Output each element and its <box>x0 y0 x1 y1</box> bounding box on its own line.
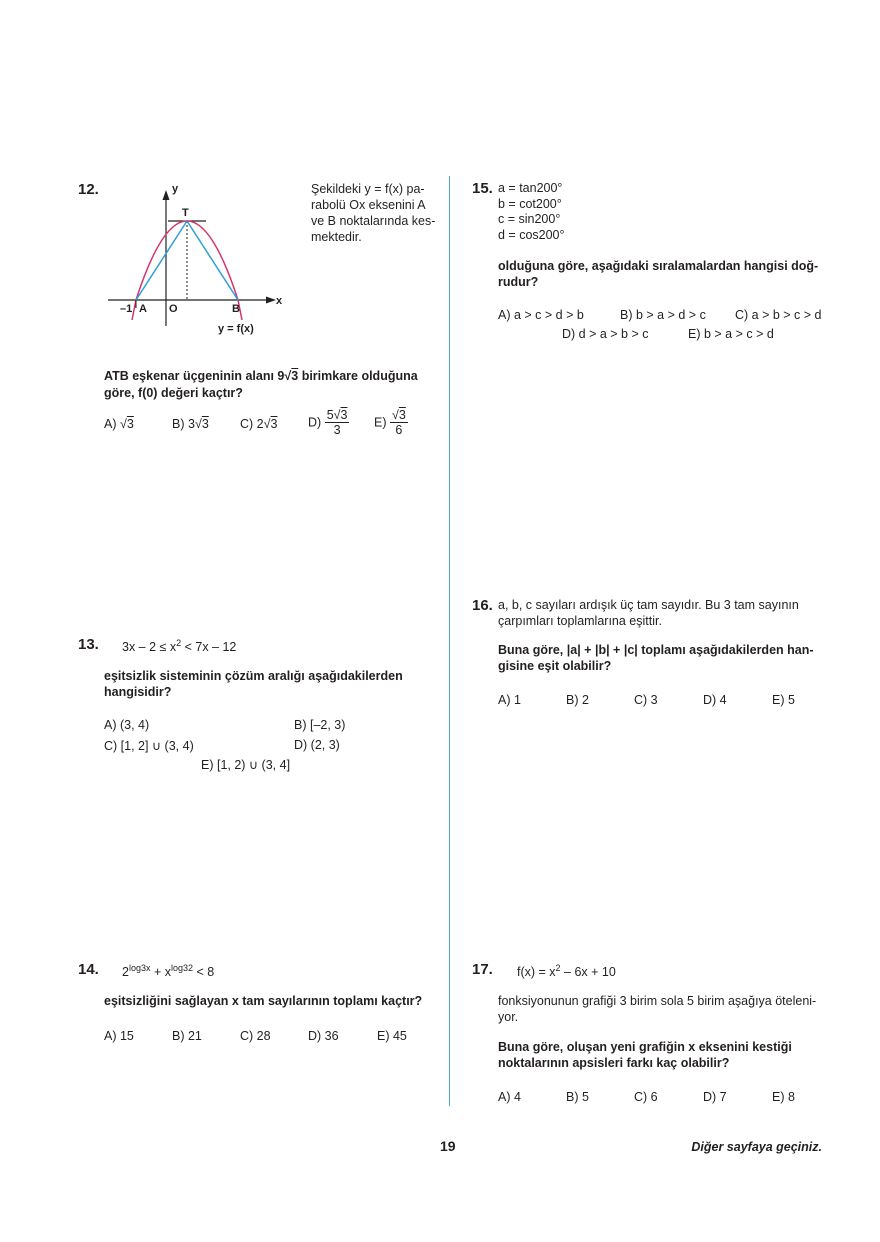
question-15-prompt-line2: rudur? <box>498 275 539 289</box>
origin-label: O <box>169 303 178 315</box>
option-14-D[interactable]: D) 36 <box>308 1029 339 1043</box>
question-17-text-line1: fonksiyonunun grafiği 3 birim sola 5 birim aşağıya öteleni- <box>498 994 817 1008</box>
option-14-C[interactable]: C) 28 <box>240 1029 271 1043</box>
question-17-prompt-line1: Buna göre, oluşan yeni grafiğin x eksenini kestiği <box>498 1040 792 1054</box>
option-12-C[interactable]: C) 2√3 <box>240 417 278 431</box>
point-B-label: B <box>232 303 240 315</box>
option-12-E[interactable]: E) $\frac{√3}{6}$ <box>374 408 406 437</box>
option-17-E[interactable]: E) 8 <box>772 1090 795 1104</box>
option-15-D[interactable]: D) d > a > b > c <box>562 327 649 341</box>
definition-line: b = cot200° <box>498 196 562 211</box>
question-14-prompt: eşitsizliğini sağlayan x tam sayılarının toplamı kaçtır? <box>104 994 423 1008</box>
question-13-number: 13. <box>78 636 99 653</box>
option-13-B[interactable]: B) [–2, 3) <box>294 718 346 732</box>
point-T-label: T <box>182 207 189 219</box>
y-axis-label: y <box>172 183 179 195</box>
question-13-prompt-line2: hangisidir? <box>104 685 172 699</box>
option-16-A[interactable]: A) 1 <box>498 693 521 707</box>
question-13-inequality: $3x - 2 \le x^2 < 7x - 12$ <box>122 638 237 655</box>
option-13-C[interactable]: C) [1, 2] ∪ (3, 4) <box>104 739 194 753</box>
option-17-B[interactable]: B) 5 <box>566 1090 589 1104</box>
question-15-prompt-line1: olduğuna göre, aşağıdaki sıralamalardan hangisi doğ- <box>498 259 819 273</box>
question-17-function: $f(x) = x^2 - 6x + 10$ <box>517 963 616 980</box>
option-15-A[interactable]: A) a > c > d > b <box>498 308 584 322</box>
question-16-prompt-line1: Buna göre, |a| + |b| + |c| toplamı aşağıdakilerden han- <box>498 643 814 657</box>
parabola-left-tail <box>132 300 136 320</box>
option-16-C[interactable]: C) 3 <box>634 693 658 707</box>
option-13-A[interactable]: A) (3, 4) <box>104 718 150 732</box>
y-axis-arrow <box>163 190 170 200</box>
option-15-C[interactable]: C) a > b > c > d <box>735 308 822 322</box>
question-17-prompt-line2: noktalarının apsisleri farkı kaç olabilir? <box>498 1056 730 1070</box>
question-12-prompt-line1: ATB eşkenar üçgeninin alanı 9√3 birimkare olduğuna <box>104 369 418 383</box>
question-12-graph <box>100 178 300 338</box>
option-16-D[interactable]: D) 4 <box>703 693 727 707</box>
question-15-definitions <box>498 181 565 243</box>
next-page-note: Diğer sayfaya geçiniz. <box>691 1140 822 1154</box>
x-axis-arrow <box>266 297 276 304</box>
question-17-text-line2: yor. <box>498 1010 519 1024</box>
option-16-E[interactable]: E) 5 <box>772 693 795 707</box>
description-line: rabolü Ox eksenini A <box>311 198 426 212</box>
question-16-number: 16. <box>472 597 493 614</box>
question-16-prompt-line2: gisine eşit olabilir? <box>498 659 612 673</box>
parabola-curve <box>136 221 242 320</box>
column-divider <box>449 176 450 1106</box>
question-14-expression: $2^{log3x} + x^{log32} < 8$ <box>122 963 215 980</box>
description-line: mektedir. <box>311 230 362 244</box>
question-12-number: 12. <box>78 181 99 198</box>
point-A-label: A <box>139 303 147 315</box>
option-17-A[interactable]: A) 4 <box>498 1090 521 1104</box>
question-16-text-line2: çarpımları toplamlarına eşittir. <box>498 614 662 628</box>
question-12-description <box>311 181 451 245</box>
question-13-prompt-line1: eşitsizlik sisteminin çözüm aralığı aşağıdakilerden <box>104 669 403 683</box>
question-15-number: 15. <box>472 180 493 197</box>
option-16-B[interactable]: B) 2 <box>566 693 589 707</box>
option-12-A[interactable]: A) √3 <box>104 417 134 431</box>
option-17-D[interactable]: D) 7 <box>703 1090 727 1104</box>
option-13-E[interactable]: E) [1, 2) ∪ (3, 4] <box>201 758 291 772</box>
definition-line: d = cos200° <box>498 227 565 242</box>
option-12-B[interactable]: B) 3√3 <box>172 417 209 431</box>
page-number: 19 <box>440 1138 456 1154</box>
question-17-number: 17. <box>472 961 493 978</box>
option-13-D[interactable]: D) (2, 3) <box>294 738 340 752</box>
option-17-C[interactable]: C) 6 <box>634 1090 658 1104</box>
definition-line: c = sin200° <box>498 212 561 226</box>
question-12-prompt-line2: göre, f(0) değeri kaçtır? <box>104 386 243 400</box>
triangle-side-AT <box>136 221 187 300</box>
option-14-B[interactable]: B) 21 <box>172 1029 202 1043</box>
option-15-B[interactable]: B) b > a > d > c <box>620 308 706 322</box>
option-15-E[interactable]: E) b > a > c > d <box>688 327 774 341</box>
minus-one-label: –1 <box>120 303 133 315</box>
description-line: ve B noktalarında kes- <box>311 214 436 228</box>
option-14-A[interactable]: A) 15 <box>104 1029 134 1043</box>
triangle-side-TB <box>187 221 238 300</box>
description-line: Şekildeki y = f(x) pa- <box>311 182 425 196</box>
question-14-number: 14. <box>78 961 99 978</box>
curve-label: y = f(x) <box>218 323 254 335</box>
question-16-text-line1: a, b, c sayıları ardışık üç tam sayıdır. Bu 3 tam sayının <box>498 598 799 612</box>
x-axis-label: x <box>276 295 283 307</box>
option-12-D[interactable]: D) $\frac{5√3}{3}$ <box>308 408 348 437</box>
definition-line: a = tan200° <box>498 181 563 195</box>
option-14-E[interactable]: E) 45 <box>377 1029 407 1043</box>
